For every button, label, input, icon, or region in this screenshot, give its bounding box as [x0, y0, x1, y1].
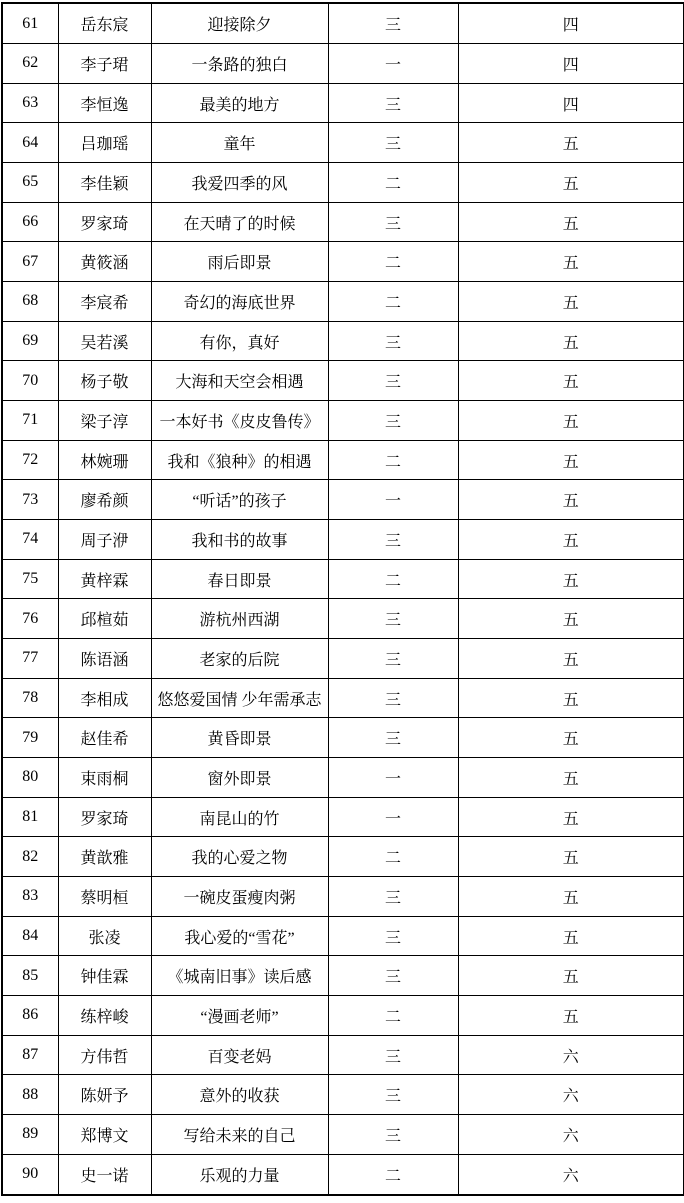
cell-title: 童年 [151, 123, 328, 163]
cell-number: 85 [2, 956, 58, 996]
cell-number: 71 [2, 401, 58, 441]
cell-grade: 五 [458, 639, 684, 679]
cell-title: 一条路的独白 [151, 44, 328, 84]
cell-number: 69 [2, 321, 58, 361]
cell-award-level: 二 [328, 837, 458, 877]
cell-title: 我的心爱之物 [151, 837, 328, 877]
cell-name: 吴若溪 [58, 321, 151, 361]
cell-number: 89 [2, 1115, 58, 1155]
cell-award-level: 二 [328, 996, 458, 1036]
cell-number: 76 [2, 599, 58, 639]
cell-number: 80 [2, 758, 58, 798]
table-row [2, 916, 684, 956]
cell-title: 老家的后院 [151, 639, 328, 679]
cell-award-level: 三 [328, 321, 458, 361]
cell-name: 史一诺 [58, 1154, 151, 1195]
table-row [2, 520, 684, 560]
cell-number: 90 [2, 1154, 58, 1195]
table-row [2, 639, 684, 679]
cell-title: 一本好书《皮皮鲁传》 [151, 401, 328, 441]
cell-name: 李恒逸 [58, 83, 151, 123]
cell-award-level: 三 [328, 639, 458, 679]
table-row [2, 837, 684, 877]
cell-number: 73 [2, 480, 58, 520]
cell-name: 林婉珊 [58, 440, 151, 480]
cell-grade: 五 [458, 916, 684, 956]
table-row [2, 480, 684, 520]
table-row [2, 718, 684, 758]
cell-grade: 五 [458, 282, 684, 322]
cell-number: 79 [2, 718, 58, 758]
cell-name: 黄梓霖 [58, 559, 151, 599]
cell-title: 写给未来的自己 [151, 1115, 328, 1155]
cell-name: 陈妍予 [58, 1075, 151, 1115]
cell-title: “漫画老师” [151, 996, 328, 1036]
table-row [2, 1115, 684, 1155]
cell-name: 陈语涵 [58, 639, 151, 679]
cell-grade: 五 [458, 718, 684, 758]
cell-title: 我和《狼种》的相遇 [151, 440, 328, 480]
cell-grade: 四 [458, 3, 684, 44]
cell-grade: 五 [458, 599, 684, 639]
cell-name: 梁子淳 [58, 401, 151, 441]
cell-award-level: 一 [328, 797, 458, 837]
cell-title: 春日即景 [151, 559, 328, 599]
cell-award-level: 三 [328, 718, 458, 758]
cell-name: 吕珈瑶 [58, 123, 151, 163]
cell-award-level: 三 [328, 361, 458, 401]
cell-grade: 六 [458, 1075, 684, 1115]
table-row [2, 123, 684, 163]
cell-award-level: 二 [328, 242, 458, 282]
table-row [2, 83, 684, 123]
table-row [2, 559, 684, 599]
cell-name: 赵佳希 [58, 718, 151, 758]
cell-award-level: 三 [328, 678, 458, 718]
cell-award-level: 三 [328, 916, 458, 956]
cell-award-level: 一 [328, 480, 458, 520]
cell-award-level: 三 [328, 599, 458, 639]
cell-grade: 五 [458, 242, 684, 282]
table-row [2, 996, 684, 1036]
cell-grade: 五 [458, 996, 684, 1036]
cell-number: 86 [2, 996, 58, 1036]
cell-name: 李子珺 [58, 44, 151, 84]
cell-grade: 五 [458, 877, 684, 917]
cell-title: 我和书的故事 [151, 520, 328, 560]
cell-award-level: 二 [328, 559, 458, 599]
cell-award-level: 三 [328, 401, 458, 441]
cell-title: 迎接除夕 [151, 3, 328, 44]
cell-grade: 五 [458, 401, 684, 441]
cell-number: 75 [2, 559, 58, 599]
cell-award-level: 二 [328, 1154, 458, 1195]
cell-name: 黄筱涵 [58, 242, 151, 282]
cell-grade: 五 [458, 321, 684, 361]
cell-number: 70 [2, 361, 58, 401]
cell-title: 南昆山的竹 [151, 797, 328, 837]
cell-title: “听话”的孩子 [151, 480, 328, 520]
cell-name: 岳东宸 [58, 3, 151, 44]
cell-grade: 六 [458, 1035, 684, 1075]
table-row [2, 678, 684, 718]
cell-number: 82 [2, 837, 58, 877]
cell-number: 62 [2, 44, 58, 84]
cell-award-level: 二 [328, 440, 458, 480]
table-row [2, 440, 684, 480]
table-row [2, 321, 684, 361]
table-row [2, 797, 684, 837]
cell-grade: 五 [458, 956, 684, 996]
table-row [2, 956, 684, 996]
cell-name: 邱楦茹 [58, 599, 151, 639]
cell-number: 77 [2, 639, 58, 679]
cell-award-level: 三 [328, 956, 458, 996]
cell-name: 廖希颜 [58, 480, 151, 520]
cell-title: 黄昏即景 [151, 718, 328, 758]
cell-number: 63 [2, 83, 58, 123]
cell-award-level: 三 [328, 202, 458, 242]
cell-title: 乐观的力量 [151, 1154, 328, 1195]
cell-title: 最美的地方 [151, 83, 328, 123]
cell-name: 李佳颖 [58, 163, 151, 203]
cell-title: 一碗皮蛋瘦肉粥 [151, 877, 328, 917]
cell-grade: 五 [458, 163, 684, 203]
cell-grade: 六 [458, 1154, 684, 1195]
cell-award-level: 三 [328, 123, 458, 163]
cell-title: 在天晴了的时候 [151, 202, 328, 242]
cell-number: 78 [2, 678, 58, 718]
table-row [2, 282, 684, 322]
cell-number: 67 [2, 242, 58, 282]
cell-award-level: 三 [328, 1075, 458, 1115]
cell-number: 66 [2, 202, 58, 242]
cell-number: 68 [2, 282, 58, 322]
cell-number: 65 [2, 163, 58, 203]
cell-title: 窗外即景 [151, 758, 328, 798]
cell-name: 李相成 [58, 678, 151, 718]
cell-grade: 五 [458, 797, 684, 837]
cell-number: 72 [2, 440, 58, 480]
cell-number: 83 [2, 877, 58, 917]
cell-name: 钟佳霖 [58, 956, 151, 996]
cell-name: 周子洢 [58, 520, 151, 560]
results-table [1, 2, 684, 1196]
cell-number: 84 [2, 916, 58, 956]
table-row [2, 242, 684, 282]
cell-name: 蔡明桓 [58, 877, 151, 917]
cell-title: 我爱四季的风 [151, 163, 328, 203]
cell-number: 88 [2, 1075, 58, 1115]
cell-number: 74 [2, 520, 58, 560]
cell-grade: 六 [458, 1115, 684, 1155]
cell-grade: 四 [458, 83, 684, 123]
table-row [2, 163, 684, 203]
table-row [2, 1154, 684, 1195]
cell-grade: 五 [458, 440, 684, 480]
cell-grade: 五 [458, 480, 684, 520]
table-row [2, 758, 684, 798]
cell-grade: 五 [458, 123, 684, 163]
cell-name: 李宸希 [58, 282, 151, 322]
cell-grade: 五 [458, 361, 684, 401]
cell-title: 《城南旧事》读后感 [151, 956, 328, 996]
cell-grade: 五 [458, 520, 684, 560]
cell-title: 悠悠爱国情 少年需承志 [151, 678, 328, 718]
cell-name: 张凌 [58, 916, 151, 956]
cell-name: 束雨桐 [58, 758, 151, 798]
cell-award-level: 二 [328, 163, 458, 203]
cell-grade: 五 [458, 559, 684, 599]
cell-grade: 五 [458, 678, 684, 718]
cell-number: 64 [2, 123, 58, 163]
cell-number: 81 [2, 797, 58, 837]
cell-award-level: 三 [328, 1035, 458, 1075]
cell-name: 郑博文 [58, 1115, 151, 1155]
cell-title: 我心爱的“雪花” [151, 916, 328, 956]
cell-award-level: 三 [328, 83, 458, 123]
cell-grade: 五 [458, 758, 684, 798]
cell-title: 游杭州西湖 [151, 599, 328, 639]
cell-name: 杨子敬 [58, 361, 151, 401]
cell-title: 雨后即景 [151, 242, 328, 282]
cell-award-level: 三 [328, 1115, 458, 1155]
cell-name: 练梓峻 [58, 996, 151, 1036]
cell-name: 罗家琦 [58, 202, 151, 242]
cell-title: 大海和天空会相遇 [151, 361, 328, 401]
cell-name: 方伟哲 [58, 1035, 151, 1075]
cell-title: 意外的收获 [151, 1075, 328, 1115]
cell-award-level: 三 [328, 520, 458, 560]
cell-award-level: 三 [328, 3, 458, 44]
cell-award-level: 一 [328, 44, 458, 84]
table-row [2, 599, 684, 639]
cell-number: 61 [2, 3, 58, 44]
cell-grade: 四 [458, 44, 684, 84]
cell-title: 有你，真好 [151, 321, 328, 361]
table-row [2, 44, 684, 84]
cell-name: 罗家琦 [58, 797, 151, 837]
cell-title: 百变老妈 [151, 1035, 328, 1075]
cell-name: 黄歆雅 [58, 837, 151, 877]
table-body [2, 3, 684, 1195]
cell-award-level: 三 [328, 877, 458, 917]
cell-grade: 五 [458, 202, 684, 242]
table-row [2, 401, 684, 441]
table-row [2, 361, 684, 401]
cell-grade: 五 [458, 837, 684, 877]
cell-award-level: 一 [328, 758, 458, 798]
table-row [2, 1035, 684, 1075]
table-row [2, 202, 684, 242]
table-row [2, 877, 684, 917]
cell-number: 87 [2, 1035, 58, 1075]
cell-title: 奇幻的海底世界 [151, 282, 328, 322]
cell-award-level: 二 [328, 282, 458, 322]
table-row [2, 1075, 684, 1115]
table-row [2, 3, 684, 44]
